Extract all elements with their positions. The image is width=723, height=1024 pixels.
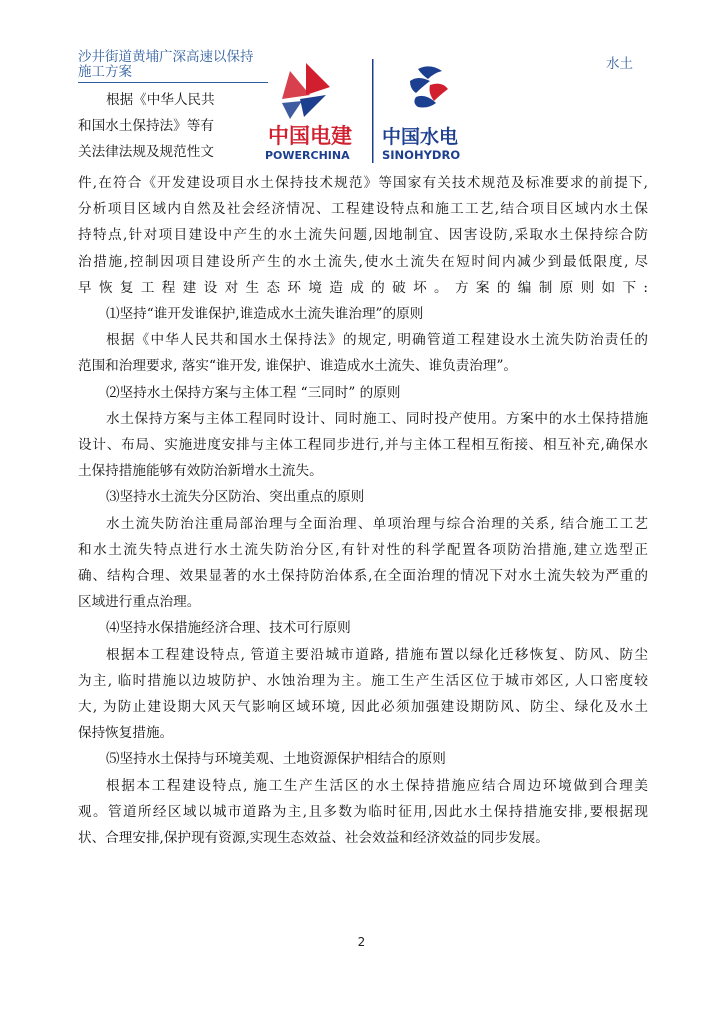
- body-line: 持特点,针对项目建设中产生的水土流失问题,因地制宜、因害设防,采取水土保持综合防: [78, 227, 648, 244]
- sinohydro-cn-text: 中国水电: [382, 126, 459, 148]
- body-line: 早恢复工程建设对生态环境造成的破坏。方案的编制原则如下:: [78, 279, 648, 296]
- company-logo: [260, 55, 490, 167]
- body-line: 范围和治理要求, 落实“谁开发, 谁保护、谁造成水土流失、谁负责治理”。: [78, 358, 517, 375]
- body-line: 保持恢复措施。: [78, 725, 174, 742]
- body-line: 设计、布局、实施进度安排与主体工程同步进行,并与主体工程相互衔接、相互补充,确保水: [78, 437, 648, 454]
- body-line: 区域进行重点治理。: [78, 594, 201, 611]
- sinohydro-emblem-icon: [410, 66, 448, 107]
- principle-heading-5: ⑸坚持水土保持与环境美观、土地资源保护相结合的原则: [106, 751, 446, 768]
- intro-line-1: 根据《中华人民共: [106, 92, 215, 108]
- header-section-label: 水土: [606, 56, 633, 72]
- principle-heading-2: ⑵坚持水土保持方案与主体工程 “三同时” 的原则: [106, 384, 401, 401]
- principle-heading-3: ⑶坚持水土流失分区防治、突出重点的原则: [106, 489, 365, 506]
- powerchina-cn-text: 中国电建: [268, 124, 352, 148]
- body-line: 分析项目区域内自然及社会经济情况、工程建设特点和施工工艺,结合项目区域内水土保: [78, 201, 648, 218]
- powerchina-en-text: POWERCHINA: [265, 149, 350, 162]
- header-project-title: 沙井街道黄埔广深高速以保持施工方案: [78, 49, 254, 80]
- intro-wrap-lines: [78, 87, 258, 166]
- body-line: 为主, 临时措施以边坡防护、水蚀治理为主。施工生产生活区位于城市郊区, 人口密度较: [78, 672, 648, 689]
- principle-heading-4: ⑷坚持水保措施经济合理、技术可行原则: [106, 620, 351, 637]
- body-line: 观。管道所经区域以城市道路为主,且多数为临时征用,因此水土保持措施安排,要根据现: [78, 803, 648, 820]
- header-rule: [78, 82, 268, 83]
- body-line: 治措施,控制因项目建设所产生的水土流失,使水土流失在短时间内减少到最低限度, 尽: [78, 253, 648, 270]
- body-line: 水土保持方案与主体工程同时设计、同时施工、同时投产使用。方案中的水土保持措施: [106, 410, 648, 427]
- body-line: 根据本工程建设特点, 管道主要沿城市道路, 措施布置以绿化迁移恢复、防风、防尘: [106, 646, 648, 663]
- body-line: 状、合理安排,保护现有资源,实现生态效益、社会效益和经济效益的同步发展。: [78, 830, 549, 847]
- body-line: 确、结构合理、效果显著的水土保持防治体系,在全面治理的情况下对水土流失较为严重的: [78, 568, 648, 585]
- body-line: 根据本工程建设特点, 施工生产生活区的水土保持措施应结合周边环境做到合理美: [106, 777, 648, 794]
- page-number: 2: [357, 935, 366, 949]
- principle-heading-1: ⑴坚持“谁开发谁保护,谁造成水土流失谁治理”的原则: [106, 306, 424, 323]
- intro-line-3: 关法律法规及规范性文: [78, 144, 214, 161]
- body-line: 大, 为防止建设期大风天气影响区域环境, 因此必须加强建设期防风、防尘、绿化及水土: [78, 699, 648, 716]
- powerchina-emblem-icon: [282, 63, 330, 119]
- body-line: 土保持措施能够有效防治新增水土流失。: [78, 463, 323, 480]
- document-body: [78, 170, 648, 851]
- intro-line-2: 和国水土保持法》等有: [78, 118, 214, 135]
- body-line: 根据《中华人民共和国水土保持法》的规定, 明确管道工程建设水土流失防治责任的: [106, 332, 648, 349]
- body-line: 件,在符合《开发建设项目水土保持技术规范》等国家有关技术规范及标准要求的前提下,: [78, 175, 648, 191]
- sinohydro-en-text: SINOHYDRO: [382, 148, 461, 162]
- body-line: 和水土流失特点进行水土流失防治分区,有针对性的科学配置各项防治措施,建立选型正: [78, 541, 648, 558]
- body-line: 水土流失防治注重局部治理与全面治理、单项治理与综合治理的关系, 结合施工工艺: [106, 515, 648, 532]
